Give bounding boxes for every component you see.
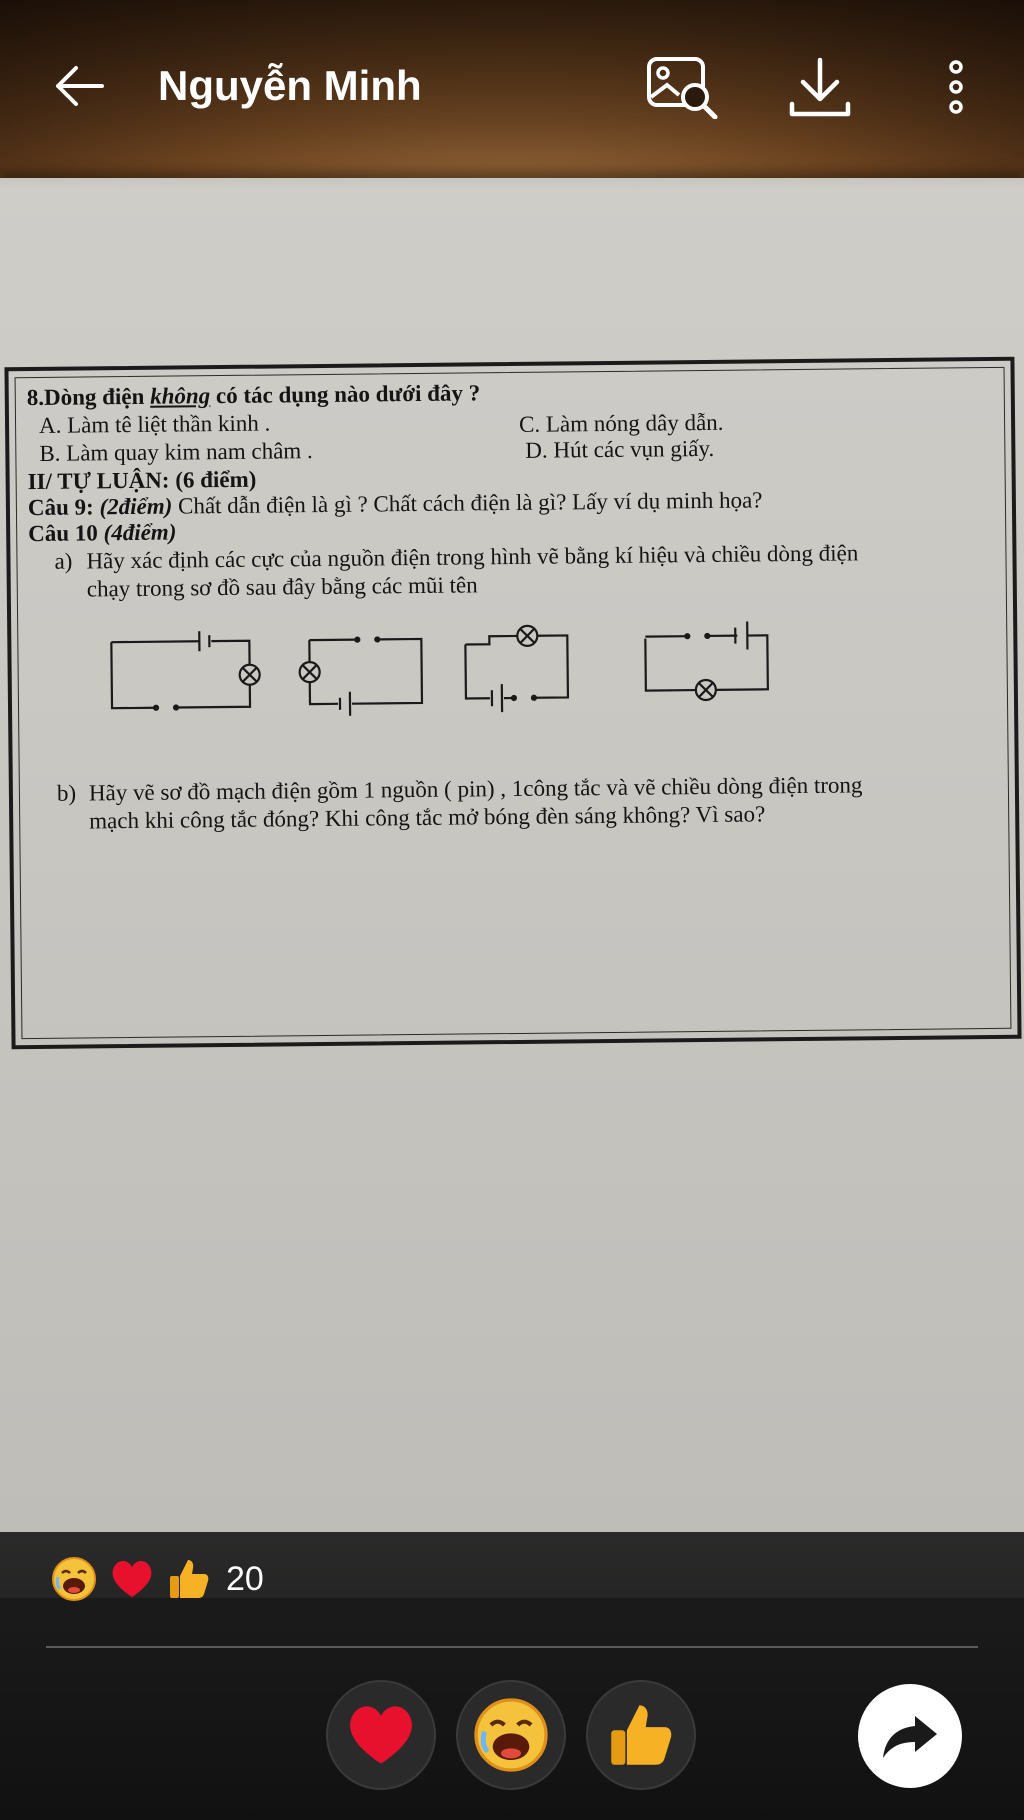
- part-a-line1: Hãy xác định các cực của nguồn điện trong hình vẽ bằng kí hiệu và chiều dòng điện: [86, 540, 859, 574]
- circuit-2: [299, 637, 422, 716]
- reaction-count: 20: [226, 1559, 264, 1598]
- laugh-reaction-button[interactable]: [456, 1680, 566, 1790]
- circuit-3: [465, 625, 568, 712]
- arrow-left-icon: [52, 64, 104, 108]
- thumbs-up-icon: [605, 1699, 677, 1771]
- exam-question-box: [4, 357, 1021, 1050]
- option-a: A. Làm tê liệt thần kinh .: [38, 410, 271, 438]
- share-button[interactable]: [858, 1684, 962, 1788]
- question-8: 8.Dòng điện không có tác dụng nào dưới đây ?: [26, 380, 481, 411]
- thumbs-up-icon: [166, 1556, 212, 1602]
- page-title: Nguyễn Minh: [158, 62, 422, 109]
- reaction-summary[interactable]: [50, 1554, 264, 1604]
- option-d: D. Hút các vụn giấy.: [525, 435, 715, 463]
- image-search-button[interactable]: [644, 52, 720, 122]
- share-arrow-icon: [881, 1712, 939, 1760]
- circuit-diagrams: [91, 614, 872, 732]
- divider: [46, 1646, 978, 1648]
- part-a-line2: chạy trong sơ đồ sau đây bằng các mũi tên: [86, 572, 478, 602]
- part-b-line1: Hãy vẽ sơ đồ mạch điện gồm 1 nguồn ( pin) , 1công tắc và vẽ chiều dòng điện trong: [88, 772, 863, 806]
- option-b: B. Làm quay kim nam châm .: [39, 438, 313, 466]
- heart-icon: [108, 1557, 156, 1601]
- laugh-emoji-icon: [50, 1555, 98, 1603]
- circuit-1: [111, 631, 260, 711]
- like-reaction-button[interactable]: [586, 1680, 696, 1790]
- section-heading: II/ TỰ LUẬN: (6 điểm): [27, 466, 257, 495]
- question-9: Câu 9: (2điểm) Chất dẫn điện là gì ? Chất cách điện là gì? Lấy ví dụ minh họa?: [27, 487, 763, 521]
- option-c: C. Làm nóng dây dẫn.: [518, 409, 724, 437]
- part-b-label: b): [56, 780, 77, 806]
- download-button[interactable]: [782, 52, 858, 122]
- back-button[interactable]: [48, 58, 108, 114]
- more-vertical-icon: [946, 59, 966, 115]
- image-search-icon: [645, 55, 719, 119]
- heart-icon: [342, 1700, 420, 1770]
- heart-reaction-button[interactable]: [326, 1680, 436, 1790]
- circuit-4: [645, 621, 768, 700]
- question-10: Câu 10 (4điểm): [28, 519, 177, 547]
- part-a-label: a): [54, 548, 73, 574]
- download-icon: [787, 56, 853, 118]
- part-b-line2: mạch khi công tắc đóng? Khi công tắc mở bóng đèn sáng không? Vì sao?: [89, 801, 766, 834]
- more-options-button[interactable]: [918, 52, 994, 122]
- laugh-emoji-icon: [471, 1695, 551, 1775]
- top-app-bar: [0, 0, 1024, 190]
